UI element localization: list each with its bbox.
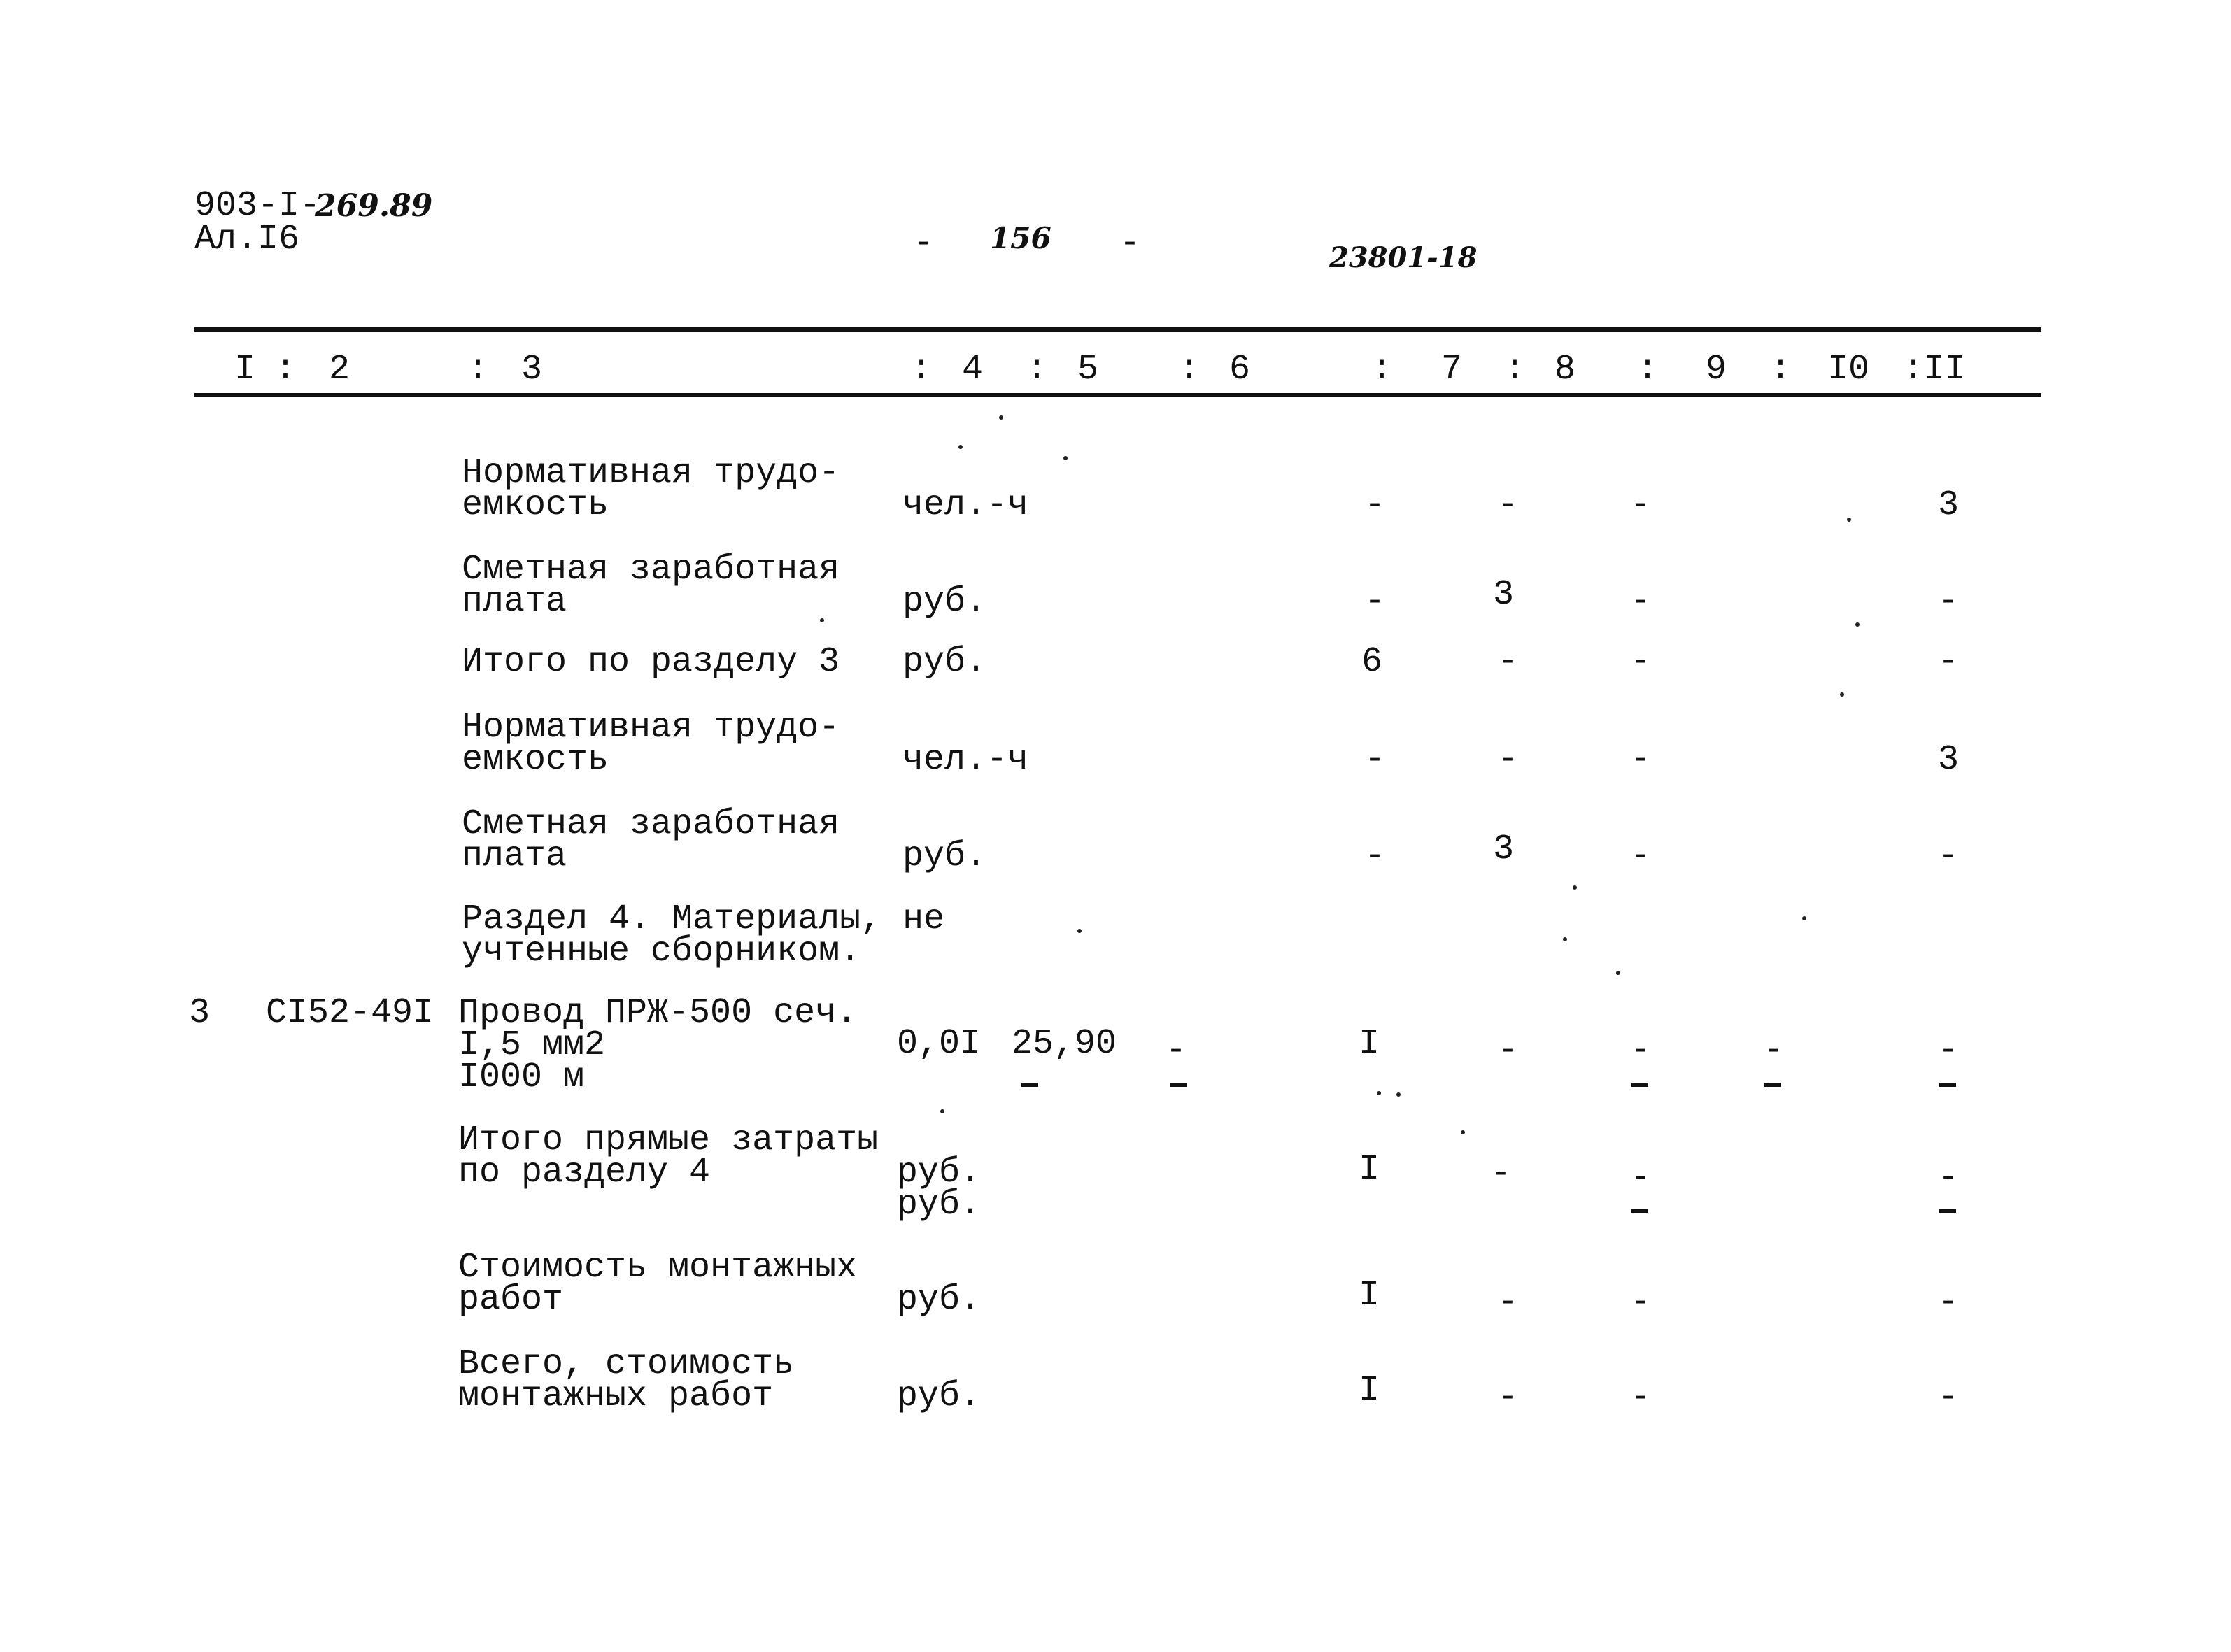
scan-speck xyxy=(1855,622,1860,627)
scan-speck xyxy=(1616,971,1620,975)
col10-dash xyxy=(1764,1083,1781,1087)
item-name: Сметная заработная xyxy=(462,550,840,590)
column-header-cell: : xyxy=(1179,350,1201,390)
page-dash-left: - xyxy=(913,224,935,264)
column-header-cell: I xyxy=(234,350,256,390)
col11-value: 3 xyxy=(1938,740,1960,780)
scan-speck xyxy=(940,1109,944,1113)
column-header-cell: : xyxy=(911,350,933,390)
unit: чел.-ч xyxy=(902,740,1029,780)
col9-value: - xyxy=(1630,1378,1652,1418)
item-name: Стоимость монтажных xyxy=(458,1248,858,1288)
item-name: емкость xyxy=(462,485,609,525)
item-name: Всего, стоимость xyxy=(458,1344,795,1384)
col11-value: - xyxy=(1938,1378,1960,1418)
item-name: монтажных работ xyxy=(458,1376,774,1416)
header-bottom-rule xyxy=(194,393,2041,397)
col9-value: - xyxy=(1630,1031,1652,1071)
document-code-handwritten: 269.89 xyxy=(315,188,433,224)
scan-speck xyxy=(1847,518,1851,522)
col9-dash xyxy=(1631,1083,1648,1087)
column-header-cell: 5 xyxy=(1077,350,1099,390)
column-header-cell: 7 xyxy=(1441,350,1463,390)
page-dash-right: - xyxy=(1119,224,1141,264)
unit: руб. xyxy=(897,1153,982,1192)
item-name: Итого по разделу 3 xyxy=(462,642,840,682)
col9-value: - xyxy=(1630,582,1652,622)
item-name: I,5 мм2 xyxy=(458,1025,606,1065)
col11-value: - xyxy=(1938,1158,1960,1198)
col8-value: - xyxy=(1497,642,1519,682)
column-header-cell: : xyxy=(1770,350,1792,390)
col11-dash xyxy=(1939,1209,1956,1213)
item-name: емкость xyxy=(462,740,609,780)
item-code: CI52-49I xyxy=(266,993,434,1033)
col7-value: - xyxy=(1364,740,1386,780)
unit: руб. xyxy=(897,1185,982,1225)
scan-speck xyxy=(999,415,1003,420)
col8-value: - xyxy=(1497,485,1519,525)
column-header-cell: 3 xyxy=(521,350,543,390)
col8-value: 3 xyxy=(1493,575,1515,615)
col8-value: - xyxy=(1490,1154,1512,1194)
col5-dash xyxy=(1021,1083,1038,1087)
scan-speck xyxy=(1840,692,1844,697)
column-header-cell: : xyxy=(1637,350,1659,390)
scan-speck xyxy=(1563,937,1567,941)
col8-value: - xyxy=(1497,1378,1519,1418)
unit: руб. xyxy=(897,1376,982,1416)
col7-value: 6 xyxy=(1361,642,1383,682)
scan-speck xyxy=(958,445,963,449)
col9-value: - xyxy=(1630,740,1652,780)
col11-value: - xyxy=(1938,836,1960,876)
quantity: 0,0I xyxy=(897,1024,982,1064)
item-name: плата xyxy=(462,582,567,622)
col7-value: - xyxy=(1364,485,1386,525)
item-number: 3 xyxy=(189,993,211,1033)
registry-number: 23801-18 xyxy=(1329,241,1478,274)
item-name: I000 м xyxy=(458,1058,585,1097)
column-header-cell: :II xyxy=(1903,350,1967,390)
column-header-cell: : xyxy=(1504,350,1526,390)
col9-dash xyxy=(1631,1209,1648,1213)
section-heading: Раздел 4. Материалы, не xyxy=(462,899,945,939)
document-code: 903-I- xyxy=(194,186,321,226)
scan-speck xyxy=(1063,456,1068,460)
col8-value: 3 xyxy=(1493,829,1515,869)
col7-value: - xyxy=(1364,582,1386,622)
col7-value: I xyxy=(1359,1150,1380,1190)
scan-speck xyxy=(1077,929,1082,933)
col7-value: I xyxy=(1359,1276,1380,1316)
column-header-cell: 9 xyxy=(1706,350,1727,390)
col11-value: - xyxy=(1938,582,1960,622)
unit: руб. xyxy=(902,582,987,622)
column-header-cell: 6 xyxy=(1229,350,1251,390)
col11-value: - xyxy=(1938,642,1960,682)
col9-value: - xyxy=(1630,1283,1652,1323)
scan-speck xyxy=(1573,885,1577,890)
scan-speck xyxy=(1377,1091,1381,1095)
item-name: работ xyxy=(458,1280,564,1320)
scan-speck xyxy=(1461,1130,1465,1134)
col9-value: - xyxy=(1630,642,1652,682)
album-number: Ал.I6 xyxy=(194,220,300,259)
col9-value: - xyxy=(1630,836,1652,876)
unit-price: 25,90 xyxy=(1012,1024,1117,1064)
column-header-cell: I0 xyxy=(1827,350,1870,390)
col8-value: - xyxy=(1497,1031,1519,1071)
scan-speck xyxy=(1396,1092,1401,1097)
item-name: Нормативная трудо- xyxy=(462,453,840,493)
unit: руб. xyxy=(902,836,987,876)
top-rule xyxy=(194,327,2041,332)
col8-value: - xyxy=(1497,1283,1519,1323)
col8-value: - xyxy=(1497,740,1519,780)
column-header-cell: 2 xyxy=(329,350,350,390)
item-name: Сметная заработная xyxy=(462,804,840,844)
column-header-cell: : xyxy=(1371,350,1393,390)
item-name: Провод ПРЖ-500 сеч. xyxy=(458,993,858,1033)
col7-value: - xyxy=(1364,836,1386,876)
item-name: Нормативная трудо- xyxy=(462,708,840,748)
item-name: Итого прямые затраты xyxy=(458,1120,879,1160)
section-heading: учтенные сборником. xyxy=(462,932,861,971)
column-header-cell: : xyxy=(1026,350,1048,390)
col11-value: - xyxy=(1938,1283,1960,1323)
page-number: 156 xyxy=(990,221,1051,255)
unit: руб. xyxy=(897,1280,982,1320)
scan-speck xyxy=(1802,916,1806,920)
item-name: по разделу 4 xyxy=(458,1153,711,1192)
scan-speck xyxy=(820,618,824,622)
col11-value: - xyxy=(1938,1031,1960,1071)
column-header-cell: : xyxy=(467,350,489,390)
unit: чел.-ч xyxy=(902,485,1029,525)
column-header-cell: 4 xyxy=(962,350,984,390)
col11-dash xyxy=(1939,1083,1956,1087)
col11-value: 3 xyxy=(1938,485,1960,525)
col9-value: - xyxy=(1630,1158,1652,1198)
col7-value: I xyxy=(1359,1024,1380,1064)
item-name: плата xyxy=(462,836,567,876)
column-header-cell: : xyxy=(275,350,297,390)
column-header-cell: 8 xyxy=(1554,350,1576,390)
unit: руб. xyxy=(902,642,987,682)
col6-value: - xyxy=(1166,1031,1187,1071)
col9-value: - xyxy=(1630,485,1652,525)
col10-value: - xyxy=(1763,1031,1785,1071)
col6-dash xyxy=(1170,1083,1187,1087)
col7-value: I xyxy=(1359,1371,1380,1411)
